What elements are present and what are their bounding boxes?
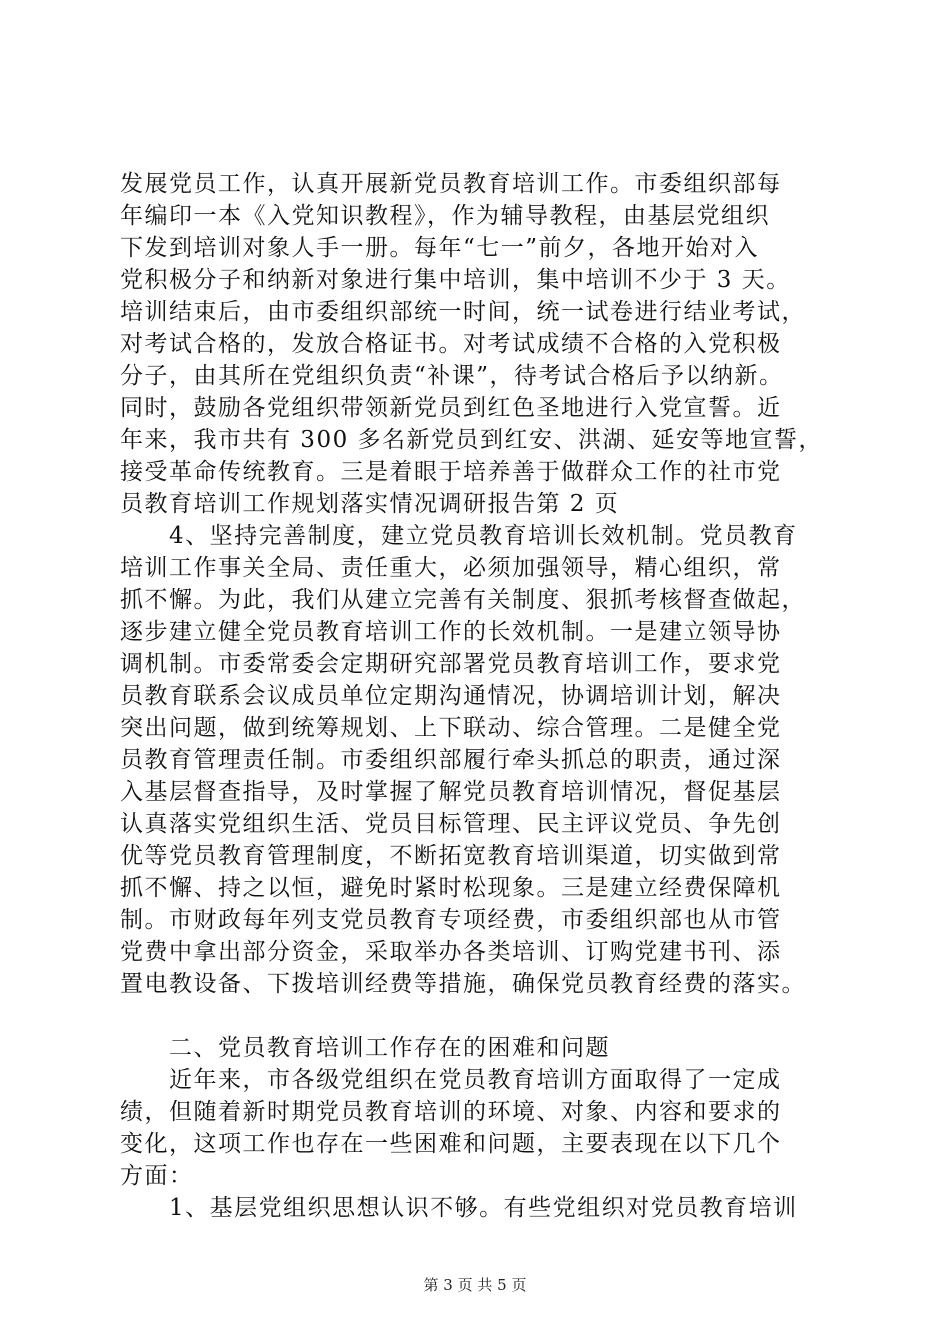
text-line: 变化，这项工作也存在一些困难和问题，主要表现在以下几个: [120, 1131, 782, 1157]
text-line: 二、党员教育培训工作存在的困难和问题: [120, 1035, 610, 1061]
text-line: 制。市财政每年列支党员教育专项经费，市委组织部也从市管: [120, 907, 782, 933]
text-line: 员教育培训工作规划落实情况调研报告第 2 页: [120, 491, 620, 517]
text-line: 同时，鼓励各党组织带领新党员到红色圣地进行入党宣誓。近: [120, 395, 782, 421]
text-line: 认真落实党组织生活、党员目标管理、民主评议党员、争先创: [120, 811, 782, 837]
text-line: 员教育管理责任制。市委组织部履行牵头抓总的职责，通过深: [120, 747, 782, 773]
text-line: 4、坚持完善制度，建立党员教育培训长效机制。党员教育: [120, 523, 798, 549]
text-line: 调机制。市委常委会定期研究部署党员教育培训工作，要求党: [120, 651, 782, 677]
text-line: 近年来，市各级党组织在党员教育培训方面取得了一定成: [120, 1067, 782, 1093]
page-footer: 第 3 页 共 5 页: [423, 1276, 527, 1294]
text-line: 党积极分子和纳新对象进行集中培训，集中培训不少于 3 天。: [120, 267, 791, 293]
text-line: 1、基层党组织思想认识不够。有些党组织对党员教育培训: [120, 1195, 798, 1221]
text-line: 发展党员工作，认真开展新党员教育培训工作。市委组织部每: [120, 171, 782, 197]
text-line: 逐步建立健全党员教育培训工作的长效机制。一是建立领导协: [120, 619, 782, 645]
text-line: 员教育联系会议成员单位定期沟通情况，协调培训计划，解决: [120, 683, 782, 709]
text-line: 培训结束后，由市委组织部统一时间，统一试卷进行结业考试，: [120, 299, 806, 325]
text-line: 置电教设备、下拨培训经费等措施，确保党员教育经费的落实。: [120, 971, 806, 997]
text-line: 绩，但随着新时期党员教育培训的环境、对象、内容和要求的: [120, 1099, 782, 1125]
text-line: 抓不懈、持之以恒，避免时紧时松现象。三是建立经费保障机: [120, 875, 782, 901]
text-line: 接受革命传统教育。三是着眼于培养善于做群众工作的社市党: [120, 459, 782, 485]
text-line: 下发到培训对象人手一册。每年“七一”前夕，各地开始对入: [120, 235, 760, 261]
paragraph-gap: [120, 1000, 860, 1032]
text-line: 入基层督查指导，及时掌握了解党员教育培训情况，督促基层: [120, 779, 782, 805]
text-line: 党费中拿出部分资金，采取举办各类培训、订购党建书刊、添: [120, 939, 782, 965]
text-line: 对考试合格的，发放合格证书。对考试成绩不合格的入党积极: [120, 331, 782, 357]
text-line: 抓不懈。为此，我们从建立完善有关制度、狠抓考核督查做起，: [120, 587, 806, 613]
text-line: 培训工作事关全局、责任重大，必须加强领导，精心组织，常: [120, 555, 782, 581]
body-text: [120, 168, 860, 1224]
text-line: 优等党员教育管理制度，不断拓宽教育培训渠道，切实做到常: [120, 843, 782, 869]
text-line: 年来，我市共有 300 多名新党员到红安、洪湖、延安等地宣誓，: [120, 427, 824, 453]
text-line: 年编印一本《入党知识教程》，作为辅导教程，由基层党组织: [120, 203, 770, 229]
text-line: 方面：: [120, 1163, 194, 1189]
text-line: 分子，由其所在党组织负责“补课”，待考试合格后予以纳新。: [120, 363, 784, 389]
text-line: 突出问题，做到统筹规划、上下联动、综合管理。二是健全党: [120, 715, 782, 741]
